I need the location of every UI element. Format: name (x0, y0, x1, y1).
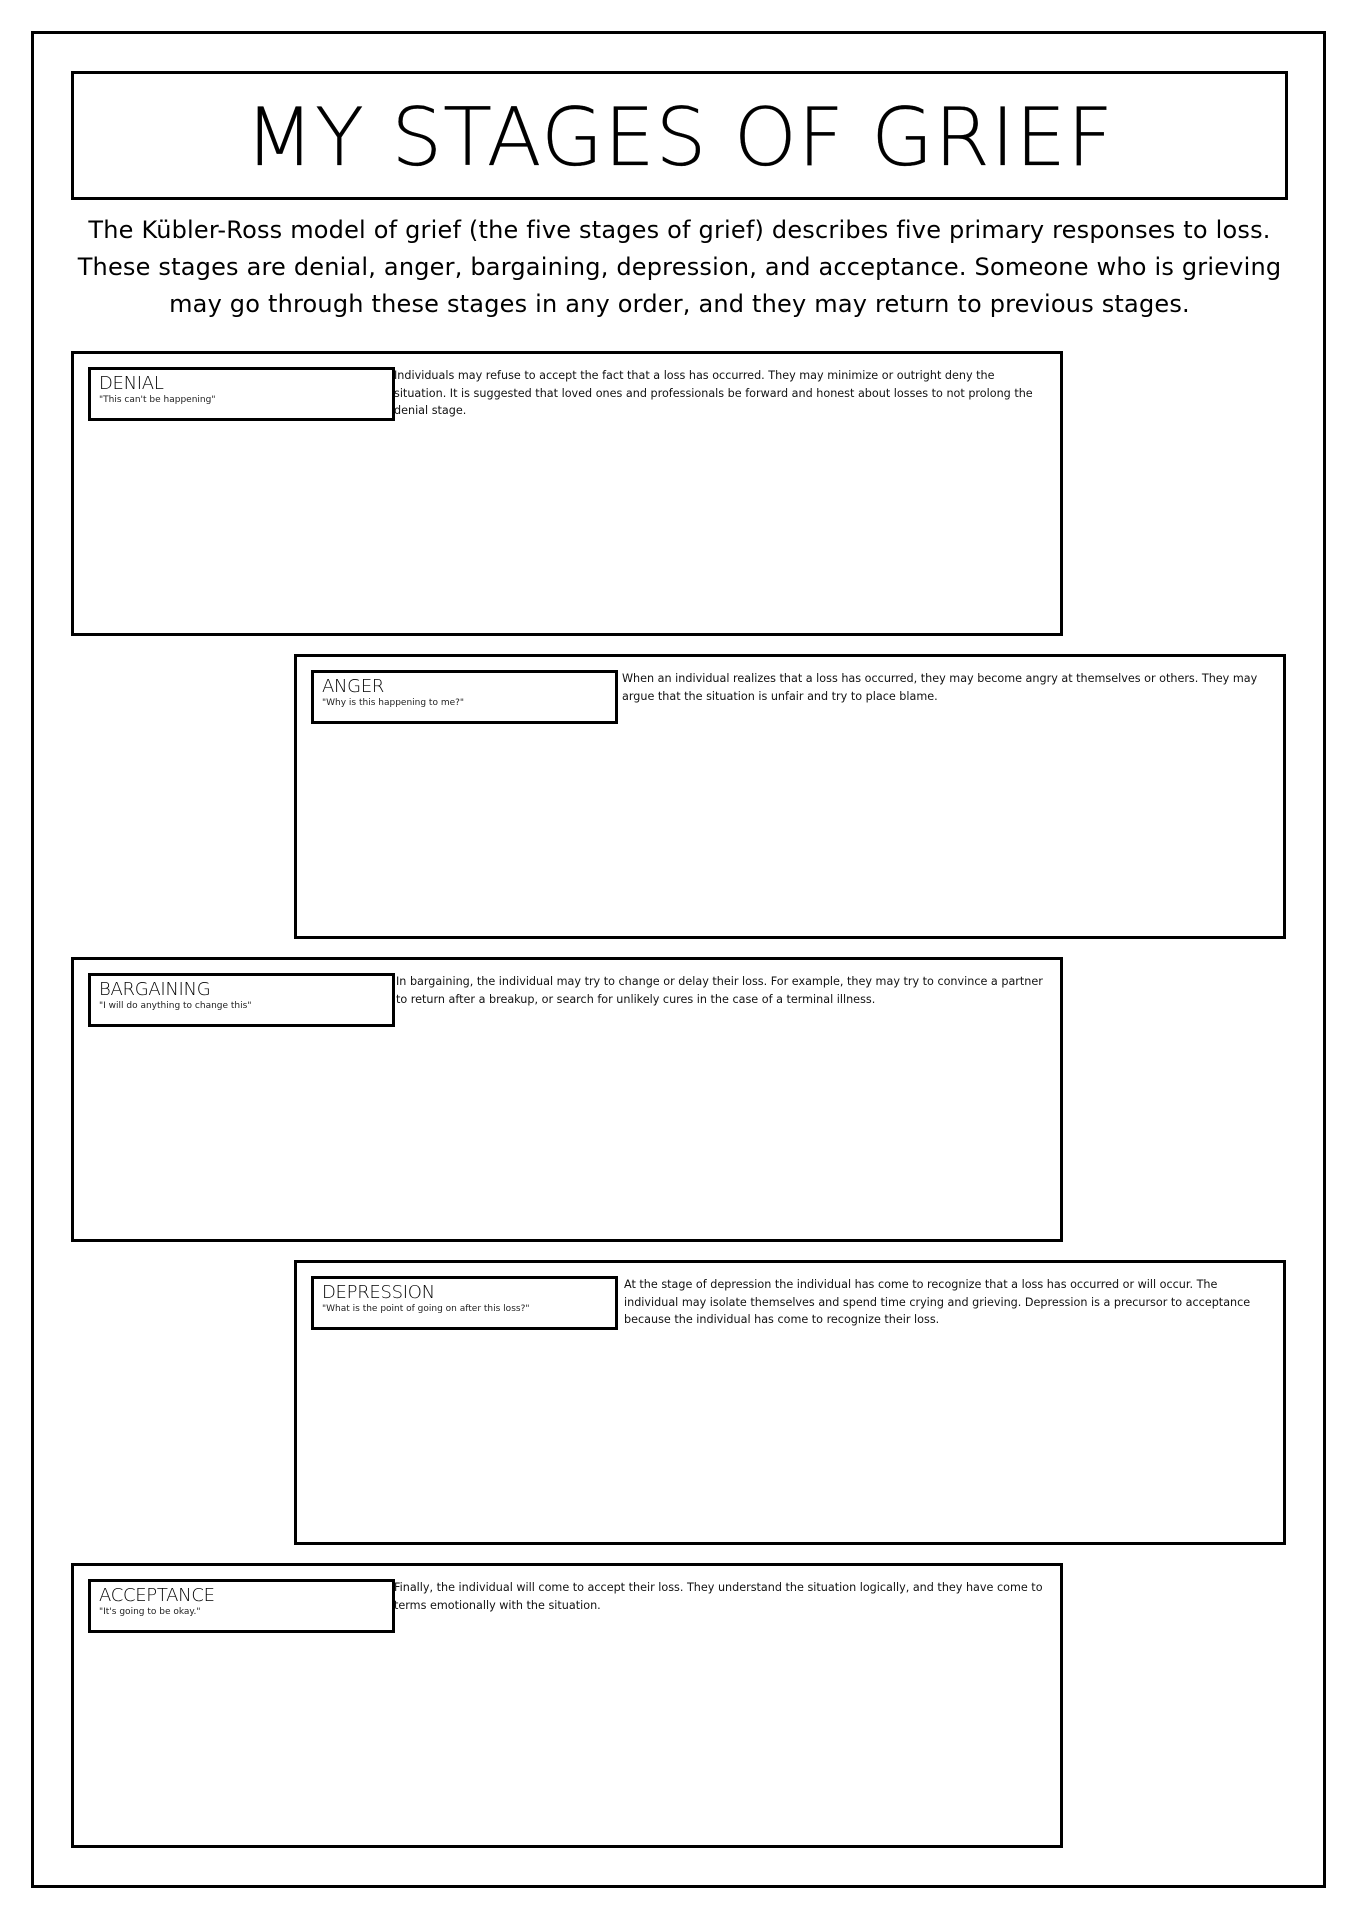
stage-box-bargaining[interactable] (71, 957, 1063, 1242)
page-title: MY STAGES OF GRIEF (245, 90, 1114, 184)
stage-label-box (311, 670, 618, 724)
stage-name: DEPRESSION (322, 1282, 435, 1303)
intro-paragraph: The Kübler-Ross model of grief (the five stages of grief) describes five primary responses to loss. These stages are denial, anger, bargaining, depression, and acceptance. Someone who is grieving may go through these stages in any order, and they may return to previous stages. (77, 216, 1282, 318)
stage-quote: "I will do anything to change this" (99, 1001, 252, 1011)
stage-quote: "Why is this happening to me?" (322, 698, 465, 708)
stage-name: BARGAINING (99, 979, 211, 1000)
stage-quote: "It's going to be okay." (99, 1607, 201, 1617)
stage-description: Finally, the individual will come to accept their loss. They understand the situation logically, and they have come to terms emotionally with the situation. (394, 1581, 1043, 1612)
stage-quote: "What is the point of going on after this loss?" (322, 1304, 530, 1314)
stage-box-acceptance[interactable] (71, 1563, 1063, 1848)
stage-box-depression[interactable] (294, 1260, 1286, 1545)
stage-box-denial[interactable] (71, 351, 1063, 636)
stage-name: ACCEPTANCE (99, 1585, 215, 1606)
stage-description: Individuals may refuse to accept the fact that a loss has occurred. They may minimize or outright deny the situation. It is suggested that loved ones and professionals be forward and honest about losses to not prolong the denial stage. (394, 369, 1033, 417)
stage-name: DENIAL (99, 373, 164, 394)
stage-description: When an individual realizes that a loss has occurred, they may become angry at themselves or others. They may argue that the situation is unfair and try to place blame. (622, 672, 1258, 703)
stage-label-box (88, 973, 395, 1027)
stage-quote: "This can't be happening" (99, 395, 216, 405)
stage-box-anger[interactable] (294, 654, 1286, 939)
stage-label-box (88, 367, 395, 421)
title-box (71, 71, 1288, 200)
stage-description: At the stage of depression the individual has come to recognize that a loss has occurred or will occur. The individual may isolate themselves and spend time crying and grieving. Depression is a precursor to acceptance because the individual has come to recognize their loss. (624, 1278, 1251, 1326)
stage-label-box (88, 1579, 395, 1633)
stage-description: In bargaining, the individual may try to change or delay their loss. For example, they may try to convince a partner to return after a breakup, or search for unlikely cures in the case of a terminal illness. (396, 975, 1043, 1006)
stage-label-box (311, 1276, 618, 1330)
stage-name: ANGER (322, 676, 385, 697)
